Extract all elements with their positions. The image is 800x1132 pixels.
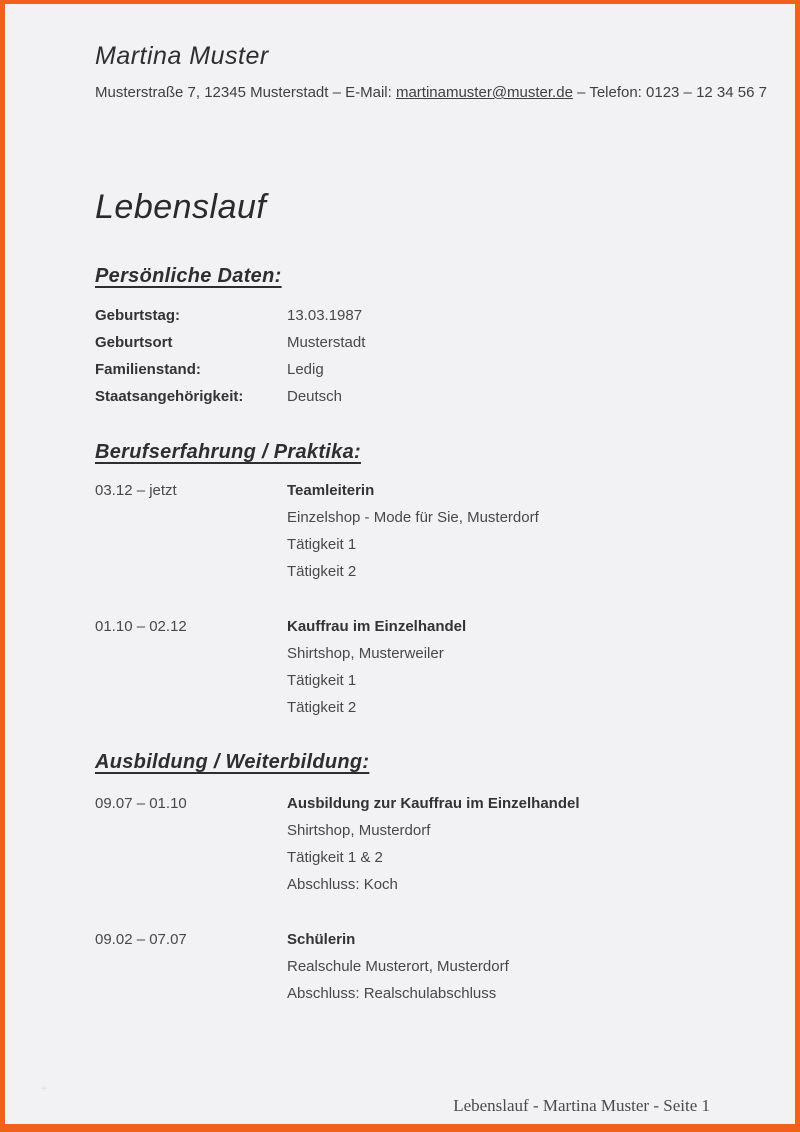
entry-line: Abschluss: Realschulabschluss — [287, 985, 497, 1002]
entry-role: Schülerin — [287, 931, 356, 948]
education-entry — [95, 926, 509, 1007]
email-link[interactable]: martinamuster@muster.de — [395, 84, 573, 101]
person-name: Martina Muster — [95, 42, 269, 70]
entry-line: Tätigkeit 2 — [287, 563, 357, 580]
entry-line: Shirtshop, Musterdorf — [287, 822, 431, 839]
personal-row-value: 13.03.1987 — [287, 307, 363, 324]
personal-row-label: Familienstand: — [95, 361, 201, 378]
entry-line: Einzelshop - Mode für Sie, Musterdorf — [287, 509, 539, 526]
personal-data-table — [95, 302, 365, 410]
entry-details — [287, 926, 509, 1007]
phone-text: – Telefon: 0123 – 12 34 56 7 — [572, 84, 767, 101]
personal-row-value: Deutsch — [287, 388, 343, 405]
personal-row-label: Geburtstag: — [95, 307, 181, 324]
entry-line: Shirtshop, Musterweiler — [287, 645, 444, 662]
entry-line: Tätigkeit 1 — [287, 672, 357, 689]
entry-period: 09.02 – 07.07 — [95, 931, 187, 948]
entry-line: Abschluss: Koch — [287, 876, 398, 893]
entry-details — [287, 613, 466, 721]
personal-row-label: Staatsangehörigkeit: — [95, 388, 244, 405]
section-heading-education: Ausbildung / Weiterbildung: — [95, 751, 370, 773]
address-text: Musterstraße 7, 12345 Musterstadt – E-Mail: — [95, 84, 396, 101]
experience-entry — [95, 613, 466, 721]
education-entry — [95, 790, 580, 898]
entry-details — [287, 477, 539, 585]
entry-line: Tätigkeit 1 & 2 — [287, 849, 383, 866]
entry-line: Realschule Musterort, Musterdorf — [287, 958, 509, 975]
section-heading-experience: Berufserfahrung / Praktika: — [95, 441, 361, 463]
scan-artifact-mark: + — [41, 1084, 47, 1095]
entry-line: Tätigkeit 1 — [287, 536, 357, 553]
entry-period: 03.12 – jetzt — [95, 482, 177, 499]
entry-line: Tätigkeit 2 — [287, 699, 357, 716]
section-heading-personal: Persönliche Daten: — [95, 265, 282, 287]
page-footer: Lebenslauf - Martina Muster - Seite 1 — [453, 1096, 710, 1115]
personal-row-label: Geburtsort — [95, 334, 173, 351]
personal-row-value: Ledig — [287, 361, 324, 378]
entry-role: Kauffrau im Einzelhandel — [287, 618, 467, 635]
entry-role: Ausbildung zur Kauffrau im Einzelhandel — [287, 795, 580, 812]
entry-details — [287, 790, 580, 898]
personal-row-value: Musterstadt — [287, 334, 366, 351]
page-body — [5, 4, 795, 1124]
page-edge-shading — [789, 4, 795, 1124]
experience-entry — [95, 477, 539, 585]
entry-period: 09.07 – 01.10 — [95, 795, 187, 812]
contact-line — [95, 84, 767, 101]
entry-role: Teamleiterin — [287, 482, 375, 499]
document-title: Lebenslauf — [95, 188, 267, 226]
entry-period: 01.10 – 02.12 — [95, 618, 187, 635]
